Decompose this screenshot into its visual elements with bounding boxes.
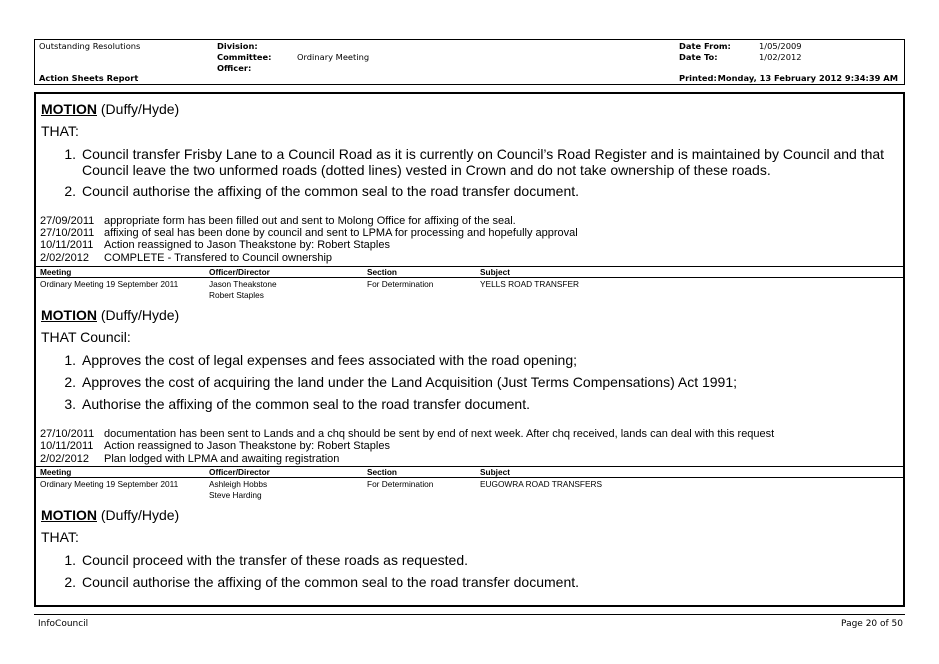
note-date: 2/02/2012 xyxy=(40,453,89,465)
officer-cell: Robert Staples xyxy=(209,290,264,300)
action-note xyxy=(40,252,332,264)
motion-preamble: THAT: xyxy=(41,529,79,545)
motion-preamble: THAT: xyxy=(41,123,79,139)
item-number: 1. xyxy=(64,146,76,162)
item-text: Council proceed with the transfer of these roads as requested. xyxy=(82,552,468,568)
footer-app-name: InfoCouncil xyxy=(38,619,89,629)
item-text: Council authorise the affixing of the common seal to the road transfer document. xyxy=(82,183,580,199)
printed-label: Printed: xyxy=(679,73,717,83)
meeting-cell: Ordinary Meeting 19 September 2011 xyxy=(40,279,179,289)
resolution-item xyxy=(58,374,903,390)
action-note xyxy=(40,453,339,465)
committee-label: Committee: xyxy=(217,52,272,62)
note-date: 27/10/2011 xyxy=(40,428,95,440)
officer-cell: Jason Theakstone xyxy=(209,279,277,289)
page-number: Page 20 of 50 xyxy=(841,619,903,629)
resolution-item xyxy=(58,396,903,412)
note-text: COMPLETE - Transfered to Council ownership xyxy=(104,252,333,264)
motion-preamble: THAT Council: xyxy=(41,329,131,345)
section-cell: For Determination xyxy=(367,279,434,289)
item-text: Authorise the affixing of the common seal to the road transfer document. xyxy=(82,396,530,412)
section-header: Section xyxy=(367,267,397,277)
meeting-cell: Ordinary Meeting 19 September 2011 xyxy=(40,479,179,489)
note-date: 2/02/2012 xyxy=(40,252,89,264)
page-footer xyxy=(34,614,905,629)
table-header xyxy=(36,266,903,278)
action-note xyxy=(40,227,578,239)
item-number: 1. xyxy=(64,352,76,368)
resolution-item xyxy=(58,352,903,368)
item-number: 1. xyxy=(64,552,76,568)
motion-movers: (Duffy/Hyde) xyxy=(97,307,180,323)
motion-label: MOTION xyxy=(41,101,97,117)
section-header: Section xyxy=(367,467,397,477)
officer-cell: Ashleigh Hobbs xyxy=(209,479,268,489)
subject-header: Subject xyxy=(480,467,510,477)
note-text: appropriate form has been filled out and sent to Molong Office for affixing of the seal. xyxy=(104,215,516,227)
date-from-value: 1/05/2009 xyxy=(759,41,802,51)
note-text: documentation has been sent to Lands and a chq should be sent by end of next week. After chq received, lands can deal with this request xyxy=(104,428,775,440)
item-text: Approves the cost of acquiring the land under the Land Acquisition (Just Terms Compensations) Act 1991; xyxy=(82,374,738,390)
note-date: 10/11/2011 xyxy=(40,440,94,452)
resolution-item xyxy=(58,552,903,568)
resolution-item xyxy=(58,183,903,199)
motion-label: MOTION xyxy=(41,307,97,323)
item-text: Approves the cost of legal expenses and fees associated with the road opening; xyxy=(82,352,577,368)
note-date: 10/11/2011 xyxy=(40,239,94,251)
action-note xyxy=(40,239,390,251)
section-cell: For Determination xyxy=(367,479,434,489)
table-header xyxy=(36,466,903,478)
note-text: Plan lodged with LPMA and awaiting registration xyxy=(104,453,340,465)
action-note xyxy=(40,428,774,440)
officer-cell: Steve Harding xyxy=(209,490,262,500)
subject-cell: YELLS ROAD TRANSFER xyxy=(480,279,579,289)
action-note xyxy=(40,215,516,227)
meeting-header: Meeting xyxy=(40,267,72,277)
motion-heading xyxy=(41,307,179,323)
meeting-header: Meeting xyxy=(40,467,72,477)
printed-value: Monday, 13 February 2012 9:34:39 AM xyxy=(717,73,898,83)
action-note xyxy=(40,440,390,452)
report-title: Outstanding Resolutions xyxy=(39,41,141,51)
item-number: 2. xyxy=(64,183,76,199)
motion-movers: (Duffy/Hyde) xyxy=(97,101,180,117)
motion-heading xyxy=(41,507,179,523)
motion-heading xyxy=(41,101,179,117)
resolution-item xyxy=(58,574,903,590)
resolution-item xyxy=(58,146,903,178)
officer-header: Officer/Director xyxy=(209,267,270,277)
note-date: 27/10/2011 xyxy=(40,227,95,239)
note-text: affixing of seal has been done by council and sent to LPMA for processing and hopefully approval xyxy=(104,227,578,239)
motion-label: MOTION xyxy=(41,507,97,523)
date-from-label: Date From: xyxy=(679,41,731,51)
motion-movers: (Duffy/Hyde) xyxy=(97,507,180,523)
item-number: 3. xyxy=(64,396,76,412)
date-to-label: Date To: xyxy=(679,52,718,62)
officer-header: Officer/Director xyxy=(209,467,270,477)
report-header xyxy=(34,39,905,85)
note-text: Action reassigned to Jason Theakstone by: Robert Staples xyxy=(104,440,390,452)
note-text: Action reassigned to Jason Theakstone by: Robert Staples xyxy=(104,239,390,251)
date-to-value: 1/02/2012 xyxy=(759,52,802,62)
item-number: 2. xyxy=(64,374,76,390)
subject-header: Subject xyxy=(480,267,510,277)
item-number: 2. xyxy=(64,574,76,590)
subject-cell: EUGOWRA ROAD TRANSFERS xyxy=(480,479,603,489)
item-text: Council transfer Frisby Lane to a Council Road as it is currently on Council’s Road Register and is maintained by Council and that Council leave the two unformed roads (dotted lines) vested in Crown and do not take ownership of these roads. xyxy=(82,146,885,178)
note-date: 27/09/2011 xyxy=(40,215,95,227)
committee-value: Ordinary Meeting xyxy=(297,52,370,62)
division-label: Division: xyxy=(217,41,258,51)
officer-label: Officer: xyxy=(217,63,252,73)
report-subtitle: Action Sheets Report xyxy=(39,73,139,83)
resolutions-panel xyxy=(34,92,905,607)
item-text: Council authorise the affixing of the common seal to the road transfer document. xyxy=(82,574,580,590)
